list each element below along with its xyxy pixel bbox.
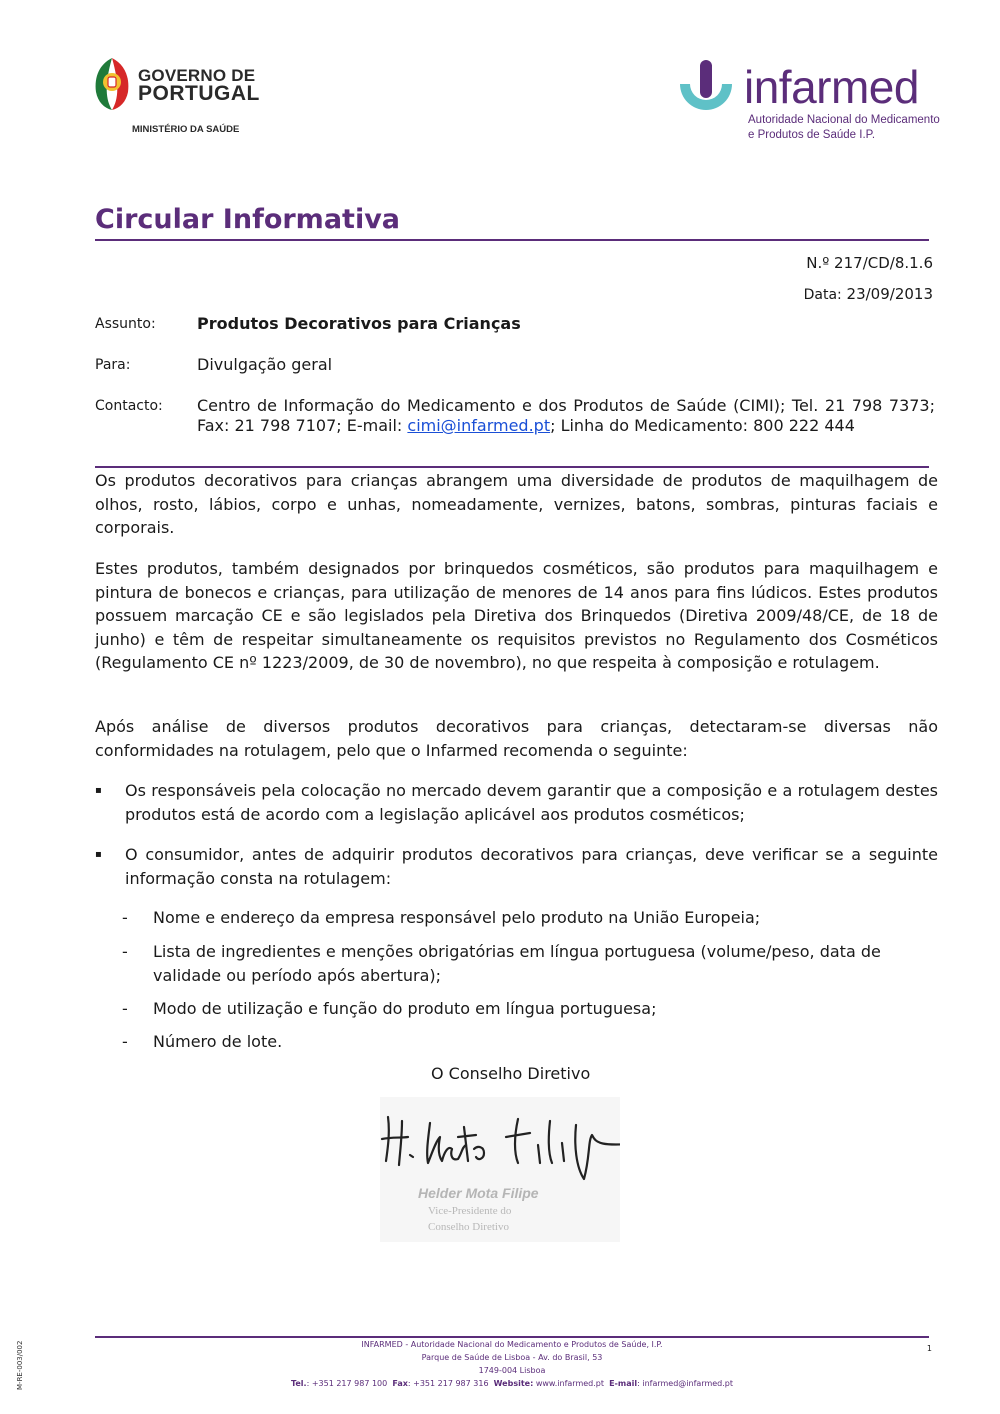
dash-marker: - xyxy=(122,1032,128,1051)
dash-marker: - xyxy=(122,999,128,1018)
signature-stamp-title-line2: Conselho Diretivo xyxy=(428,1221,509,1233)
to-label: Para: xyxy=(95,357,131,373)
footer-fax-label: Fax xyxy=(392,1379,408,1388)
signoff: O Conselho Diretivo xyxy=(431,1064,591,1083)
paragraph-recommendation: Após análise de diversos produtos decorativos para crianças, detectaram-se diversas não conformidades na rotulagem, pelo que o Infarmed recomenda o seguinte: xyxy=(95,717,938,760)
footer-city: 1749-004 Lisboa xyxy=(478,1366,546,1375)
infarmed-name: infarmed xyxy=(744,61,919,113)
dash-marker: - xyxy=(122,908,128,927)
contact-text: Centro de Informação do Medicamento e dos Produtos de Saúde (CIMI); Tel. 21 798 7373; Fax: 21 798 7107; E-mail: xyxy=(197,396,935,435)
circular-date xyxy=(804,285,933,303)
contact-email-link[interactable]: cimi@infarmed.pt xyxy=(407,416,551,435)
footer-email-label: E-mail xyxy=(609,1379,638,1388)
gov-logo-line1: GOVERNO DE xyxy=(138,66,256,85)
footer-website[interactable]: www.infarmed.pt xyxy=(533,1379,604,1388)
gov-logo-ministry: MINISTÉRIO DA SAÚDE xyxy=(132,124,240,135)
paragraph-intro: Os produtos decorativos para crianças abrangem uma diversidade de produtos de maquilhagem de olhos, rosto, lábios, corpo e unhas, nomeadamente, vernizes, batons, sombras, pinturas faciais e corporais. xyxy=(95,471,938,537)
footer-tel: : +351 217 987 100 xyxy=(306,1379,388,1388)
sub-item-text: Lista de ingredientes e menções obrigatórias em língua portuguesa (volume/peso, data de validade ou período após abertura); xyxy=(153,942,881,985)
footer-fax: : +351 217 987 316 xyxy=(407,1379,489,1388)
page-number: 1 xyxy=(926,1344,932,1353)
footer-tel-label: Tel. xyxy=(290,1379,307,1388)
to-value: Divulgação geral xyxy=(197,355,333,374)
sub-item-text: Número de lote. xyxy=(153,1032,283,1051)
bullet-text: O consumidor, antes de adquirir produtos decorativos para crianças, deve verificar se a seguinte informação consta na rotulagem: xyxy=(125,845,938,888)
signature-image xyxy=(380,1097,620,1242)
footer-address: Parque de Saúde de Lisboa - Av. do Brasil, 53 xyxy=(421,1353,603,1362)
date-value: 23/09/2013 xyxy=(846,285,933,303)
dash-marker: - xyxy=(122,942,128,961)
bullet-marker: ▪ xyxy=(95,849,102,860)
contact-label: Contacto: xyxy=(95,398,163,414)
sub-item-text: Modo de utilização e função do produto em língua portuguesa; xyxy=(153,999,657,1018)
contact-value xyxy=(197,396,935,436)
signature-stamp-name: Helder Mota Filipe xyxy=(418,1185,539,1201)
paragraph-legislation: Estes produtos, também designados por brinquedos cosméticos, são produtos para maquilhagem e pintura de bonecos e crianças, para utilização de menores de 14 anos para fins lúdicos. Estes produtos possuem marcação CE e são legislados pela Diretiva dos Brinquedos (Diretiva 2009/48/CE, de 18 de junho) e têm de respeitar simultaneamente os requisitos previstos no Regulamento dos Cosméticos (Regulamento CE nº 1223/2009, de 30 de novembro), no que respeita à composição e rotulagem. xyxy=(95,559,938,672)
footer-email[interactable]: : infarmed@infarmed.pt xyxy=(637,1379,734,1388)
subject-value: Produtos Decorativos para Crianças xyxy=(197,314,521,333)
title-divider xyxy=(95,239,929,241)
footer-contacts xyxy=(95,1379,929,1388)
portugal-emblem-icon xyxy=(92,56,132,112)
signature-stamp-title-line1: Vice-Presidente do xyxy=(428,1205,512,1217)
infarmed-mark-icon xyxy=(676,58,736,122)
footer-website-label: Website: xyxy=(493,1379,534,1388)
contact-text-end: ; Linha do Medicamento: 800 222 444 xyxy=(550,416,855,435)
bullet-marker: ▪ xyxy=(95,785,102,796)
header-divider xyxy=(95,466,929,468)
circular-number: N.º 217/CD/8.1.6 xyxy=(806,254,933,272)
sub-item-text: Nome e endereço da empresa responsável pelo produto na União Europeia; xyxy=(153,908,761,927)
subject-label: Assunto: xyxy=(95,316,156,332)
governo-portugal-logo xyxy=(92,56,272,136)
footer-divider xyxy=(95,1336,929,1338)
infarmed-subtitle-line1: Autoridade Nacional do Medicamento xyxy=(748,114,940,126)
footer-org: INFARMED - Autoridade Nacional do Medicamento e Produtos de Saúde, I.P. xyxy=(361,1340,663,1349)
infarmed-logo xyxy=(676,58,946,148)
gov-logo-line2: PORTUGAL xyxy=(138,82,260,105)
bullet-text: Os responsáveis pela colocação no mercado devem garantir que a composição e a rotulagem destes produtos está de acordo com a legislação aplicável aos produtos cosméticos; xyxy=(125,781,938,824)
date-label: Data: xyxy=(803,287,842,303)
document-code: M-RE-003/002 xyxy=(16,1340,24,1390)
infarmed-subtitle-line2: e Produtos de Saúde I.P. xyxy=(748,129,876,141)
document-title: Circular Informativa xyxy=(95,204,401,235)
